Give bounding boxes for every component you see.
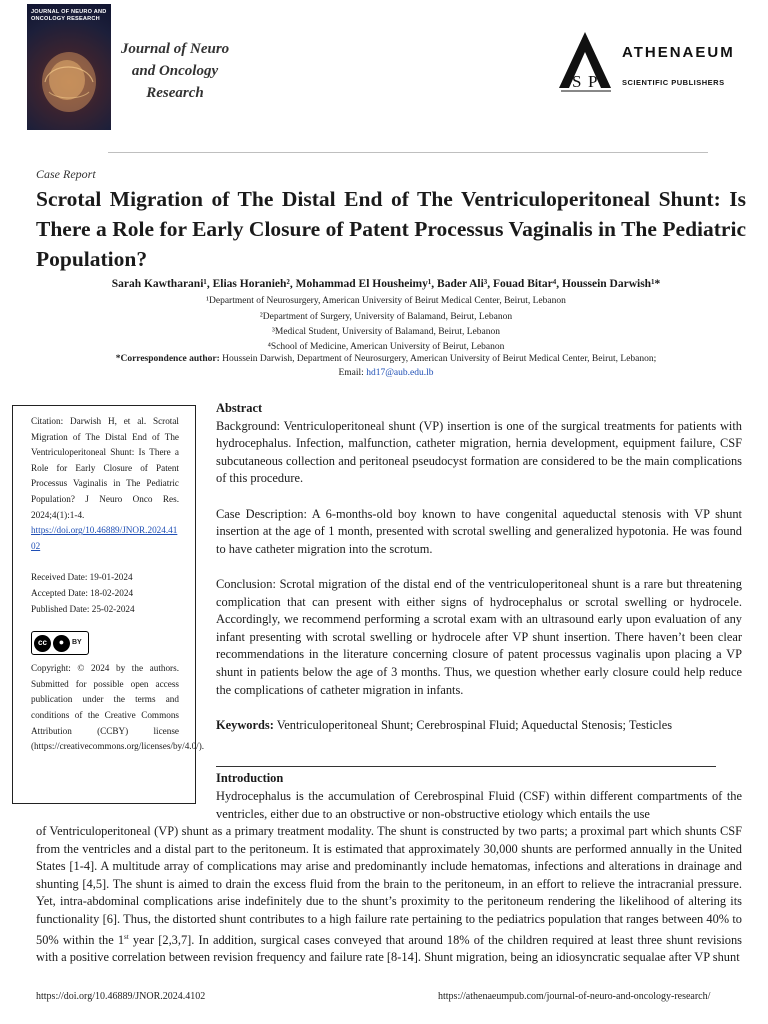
article-title: Scrotal Migration of The Distal End of The Ventriculoperitoneal Shunt: Is There a Role for Early Closure of Patent Processus Vaginalis in The Pediatric Population? bbox=[36, 187, 746, 271]
cc-icon: cc bbox=[34, 635, 51, 652]
attribution-icon: ● bbox=[53, 635, 70, 652]
abstract-background: Background: Ventriculoperitoneal shunt (VP) insertion is one of the surgical treatments for patients with hydrocephalus. Infection, malfunction, catheter migration, hernia development, equipment failure, CSF subcutaneous collection and peritoneal pseudocyst formation are considered to be the main complications of this procedure. bbox=[216, 418, 742, 486]
received-date: Received Date: 19-01-2024 bbox=[31, 572, 133, 583]
email-link[interactable]: hd17@aub.edu.lb bbox=[366, 368, 434, 378]
cover-title: JOURNAL OF NEURO AND ONCOLOGY RESEARCH bbox=[31, 9, 107, 22]
footer-doi-link[interactable]: https://doi.org/10.46889/JNOR.2024.4102 bbox=[36, 991, 206, 1002]
accepted-date: Accepted Date: 18-02-2024 bbox=[31, 587, 134, 598]
correspondence bbox=[36, 354, 736, 364]
abstract-section bbox=[216, 400, 742, 752]
introduction-body-part: of Ventriculoperitoneal (VP) shunt as a primary treatment modality. The shunt is constructed by two parts; a proximal part which shunts CSF from the ventricles and a distal part to the peritoneum. It is estimated that approximately 30,000 shunts are performed annually in the United States [1-4]. A multitude array of complications may arise and predominantly include hematomas, infections and alterations in drainage and shunting [4,5]. The shunt is aimed to drain the excess fluid from the brain to the peritoneum, in an effort to relieve the intracranial pressure. Yet, intra-abdominal complications arise indefinitely due to the shunt’s proximity to the peritoneum rendering the likelihood of altering its functionality [6]. Thus, the distorted shunt contributes to a high failure rate pertaining to the pediatrics population that ranges between 40% to 50% within the 1 bbox=[36, 824, 742, 947]
published-date: Published Date: 25-02-2024 bbox=[31, 603, 135, 614]
abstract-conclusion: Conclusion: Scrotal migration of the distal end of the ventriculoperitoneal shunt is a rare but threatening complication that can present with either signs of hydrocephalus or scrotal swelling or hydrocele. Accordingly, we recommend performing a scrotal exam with an ultrasound early upon evaluation of any infant presenting with scrotal swelling or hydrocele after VP shunt insertion. There haven’t been clear recommendations in the literature concerning closure of patent processus vaginalis upon placing a VP shunt in patients below the age of 3 months. Thus, we question whether early closure could help reduce the complications of catheter migration in infants. bbox=[216, 576, 742, 697]
correspondence-label: *Correspondence author: bbox=[115, 354, 220, 364]
journal-name: Journal of Neuro and Oncology Research bbox=[120, 41, 230, 101]
correspondence-text: Houssein Darwish, Department of Neurosurgery, American University of Beirut Medical Center, Beirut, Lebanon; bbox=[219, 354, 657, 364]
affiliation: ⁴School of Medicine, American University of Beirut, Lebanon bbox=[267, 342, 505, 352]
article-type: Case Report bbox=[36, 167, 96, 181]
citation-text: Citation: Darwish H, et al. Scrotal Migration of The Distal End of The Ventriculoperitoneal Shunt: Is There a Role for Early Closure of Patent Processus Vaginalis in The Pediatric Population? J Neuro Onco Res. 2024;4(1):1-4. bbox=[31, 416, 179, 520]
header-divider bbox=[108, 152, 708, 153]
email-label: Email: bbox=[338, 368, 367, 378]
footer-journal-url[interactable]: https://athenaeumpub.com/journal-of-neuro-and-oncology-research/ bbox=[438, 991, 711, 1002]
journal-cover-image bbox=[27, 4, 111, 130]
introduction-divider bbox=[216, 766, 716, 767]
svg-text:S: S bbox=[572, 72, 582, 91]
abstract-heading: Abstract bbox=[216, 401, 263, 415]
affiliation: ²Department of Surgery, University of Balamand, Beirut, Lebanon bbox=[259, 312, 513, 322]
brain-illustration bbox=[27, 4, 111, 130]
publisher-name: ATHENAEUM bbox=[622, 44, 735, 61]
affiliation: ¹Department of Neurosurgery, American University of Beirut Medical Center, Beirut, Lebanon bbox=[206, 296, 566, 306]
keywords-label: Keywords: bbox=[216, 717, 274, 732]
affiliation: ³Medical Student, University of Balamand, Beirut, Lebanon bbox=[272, 327, 500, 337]
abstract-case-description: Case Description: A 6-months-old boy known to have congenital aqueductal stenosis with VP shunt insertion at the age of 1 month, presented with scrotal swelling and generalized hypotonia. He was found to have catheter migration into the scrotum. bbox=[216, 506, 742, 556]
ordinal-suffix: st bbox=[124, 932, 129, 941]
creative-commons-badge[interactable] bbox=[31, 631, 89, 655]
svg-text:P: P bbox=[588, 72, 598, 91]
email-line bbox=[36, 368, 736, 378]
keywords-line bbox=[216, 717, 742, 735]
athenaeum-logo-icon bbox=[555, 30, 615, 92]
introduction-body bbox=[36, 823, 742, 967]
keywords: Ventriculoperitoneal Shunt; Cerebrospinal Fluid; Aqueductal Stenosis; Testicles bbox=[273, 717, 673, 732]
introduction-heading: Introduction bbox=[216, 771, 284, 785]
introduction-first-lines: Hydrocephalus is the accumulation of Cerebrospinal Fluid (CSF) within different compartments of the ventricles, either due to an obstructive or non-obstructive etiology which entails the use bbox=[216, 789, 742, 821]
introduction-body-part: year [2,3,7]. In addition, surgical cases conveyed that around 18% of the children required at least three shunt revisions with a positive correlation between revision frequency and failure rate [8-14]. Shunt migration, being an idiosyncratic sequalae after VP shunt bbox=[36, 932, 742, 965]
copyright-text: Copyright: © 2024 by the authors. Submitted for possible open access publication under the terms and conditions of the Creative Commons Attribution (CCBY) license (https://creativecommons.org/licenses/by/4.0/). bbox=[31, 663, 205, 752]
cc-by-label: BY bbox=[72, 639, 82, 647]
citation-box bbox=[12, 405, 205, 804]
citation-doi-link[interactable]: https://doi.org/10.46889/JNOR.2024.4102 bbox=[31, 525, 178, 551]
publisher-subtitle: SCIENTIFIC PUBLISHERS bbox=[622, 78, 725, 87]
author-list: Sarah Kawtharani¹, Elias Horanieh², Mohammad El Housheimy¹, Bader Ali³, Fouad Bitar⁴, Houssein Darwish¹* bbox=[111, 278, 661, 290]
